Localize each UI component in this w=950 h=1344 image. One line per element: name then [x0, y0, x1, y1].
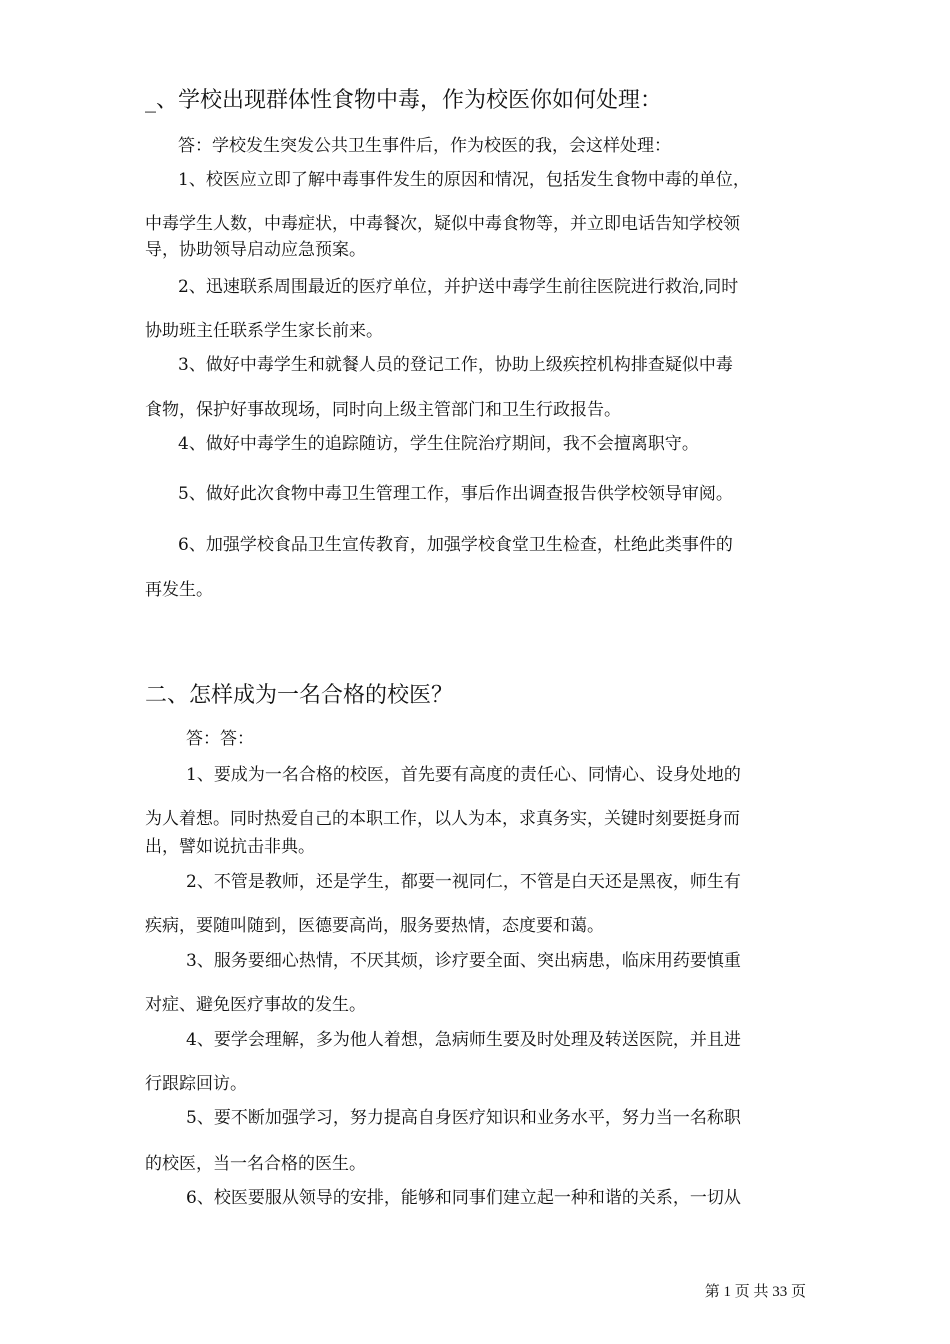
section1-line: 1、校医应立即了解中毒事件发生的原因和情况，包括发生食物中毒的单位，: [178, 170, 750, 190]
section1-line: 3、做好中毒学生和就餐人员的登记工作，协助上级疾控机构排查疑似中毒: [178, 355, 733, 375]
section2-line: 2、不管是教师，还是学生，都要一视同仁，不管是白天还是黑夜，师生有: [186, 872, 741, 892]
section1-line: 5、做好此次食物中毒卫生管理工作，事后作出调查报告供学校领导审阅。: [178, 484, 733, 504]
section1-line: 2、迅速联系周围最近的医疗单位，并护送中毒学生前往医院进行救治,同时: [178, 277, 739, 297]
section1-line: 中毒学生人数，中毒症状，中毒餐次，疑似中毒食物等，并立即电话告知学校领: [145, 214, 740, 234]
section1-answer-intro: 答：学校发生突发公共卫生事件后，作为校医的我，会这样处理：: [178, 136, 671, 156]
section2-line: 3、服务要细心热情，不厌其烦，诊疗要全面、突出病患，临床用药要慎重: [186, 951, 741, 971]
section1-line: 食物，保护好事故现场，同时向上级主管部门和卫生行政报告。: [145, 400, 621, 420]
section1-line: 6、加强学校食品卫生宣传教育，加强学校食堂卫生检查，杜绝此类事件的: [178, 535, 733, 555]
section2-line: 疾病，要随叫随到，医德要高尚，服务要热情，态度要和蔼。: [145, 916, 604, 936]
section2-line: 5、要不断加强学习，努力提高自身医疗知识和业务水平，努力当一名称职: [186, 1108, 741, 1128]
section2-line: 对症、避免医疗事故的发生。: [145, 995, 366, 1015]
section2-line: 行跟踪回访。: [145, 1074, 247, 1094]
section2-line: 的校医，当一名合格的医生。: [145, 1154, 366, 1174]
section1-line: 导，协助领导启动应急预案。: [145, 240, 366, 260]
section2-line: 出，譬如说抗击非典。: [145, 837, 315, 857]
section2-answer-intro: 答：答：: [186, 729, 254, 749]
section2-line: 4、要学会理解，多为他人着想，急病师生要及时处理及转送医院，并且进: [186, 1030, 741, 1050]
section1-line: 协助班主任联系学生家长前来。: [145, 321, 383, 341]
section1-line: 再发生。: [145, 580, 213, 600]
section2-heading: 二、怎样成为一名合格的校医？: [145, 683, 454, 708]
page-number: 第 1 页 共 33 页: [704, 1284, 806, 1300]
section2-line: 6、校医要服从领导的安排，能够和同事们建立起一种和谐的关系，一切从: [186, 1188, 741, 1208]
section1-heading: _、学校出现群体性食物中毒，作为校医你如何处理：: [145, 88, 663, 113]
section2-line: 1、要成为一名合格的校医，首先要有高度的责任心、同情心、设身处地的: [186, 765, 741, 785]
section2-line: 为人着想。同时热爱自己的本职工作，以人为本，求真务实，关键时刻要挺身而: [145, 809, 740, 829]
section1-line: 4、做好中毒学生的追踪随访，学生住院治疗期间，我不会擅离职守。: [178, 434, 699, 454]
